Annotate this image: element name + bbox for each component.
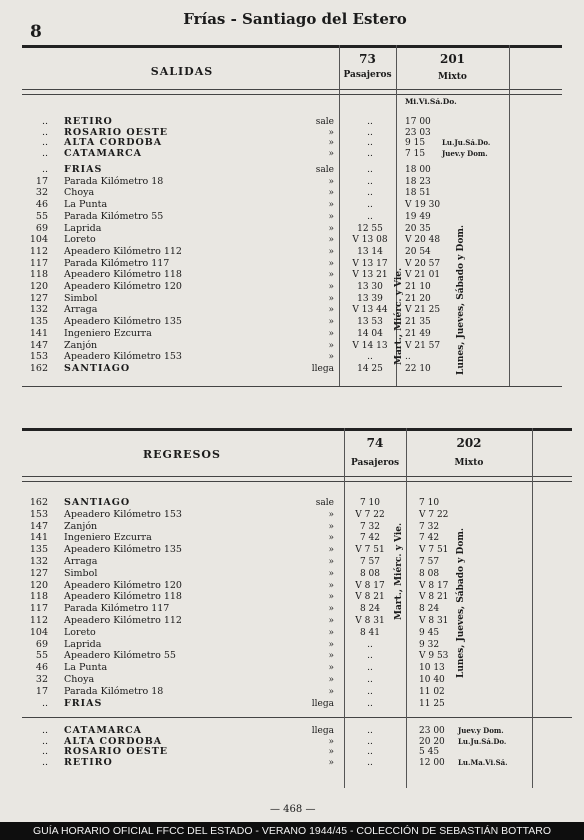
train-a-time: .. [367,663,373,674]
train-a-time: V 14 13 [352,340,388,351]
station-name: Apeadero Kilómetro 135 [64,544,182,556]
timetable-row [22,640,572,650]
train-b-time: V 20 57 [405,258,441,269]
page-number: 8 [30,22,42,42]
station-name: Zanjón [64,339,98,351]
train-a-time: 7 32 [359,521,381,532]
km-cell: 162 [29,497,48,508]
train-a-time: V 7 51 [355,545,385,556]
timetable-row [22,592,572,602]
train-b-time: 9 32 [419,639,440,650]
train-a-time: .. [367,117,373,127]
train-202-label: Mixto [454,458,484,468]
km-cell: .. [41,116,48,127]
station-name: SANTIAGO [64,497,131,508]
train-b-time: 7 42 [419,533,440,544]
station-name: Arraga [64,556,98,567]
arrival-departure-mark: » [328,293,334,304]
train-b-time: V 20 48 [405,235,441,246]
km-cell: .. [41,137,48,148]
train-b-time: 23 00 [419,726,445,736]
train-a-time: .. [367,211,373,222]
timetable-row [22,569,572,579]
timetable-row [22,188,562,198]
km-cell: 69 [35,638,48,650]
train-a-time: 13 30 [357,282,383,292]
arrival-departure-mark: » [328,521,334,532]
km-cell: 112 [29,245,48,257]
station-name: Parada Kilómetro 18 [64,685,164,697]
arrival-departure-mark: » [328,138,334,148]
train-b-time: 7 10 [419,498,440,508]
train-b-time: V 21 01 [405,270,441,281]
station-name: Simbol [64,567,98,579]
timetable-row [22,581,572,591]
train-a-time: 8 41 [359,627,381,638]
arrival-departure-mark: » [328,616,334,626]
timetable-row [22,364,562,374]
timetable-row [22,616,572,626]
station-name: Apeadero Kilómetro 112 [64,245,182,257]
train-b-time: 20 54 [405,246,431,257]
train-a-time: V 13 44 [352,305,388,316]
train-b-time: 7 57 [419,557,440,567]
station-name: Parada Kilómetro 55 [64,210,164,222]
timetable-row [22,545,572,555]
train-b-time: 21 35 [405,317,431,328]
timetable-row [22,247,562,257]
timetable-row [22,294,562,304]
km-cell: 153 [29,508,48,520]
arrival-departure-mark: llega [311,363,334,374]
train-b-time: 11 02 [419,686,445,697]
train-b-time: V 7 22 [419,509,449,520]
arrival-departure-mark: » [328,557,334,567]
km-cell: 117 [29,257,48,269]
service-days-note: Lu.Ju.Sá.Do. [458,736,507,746]
timetable-row [22,737,572,747]
km-cell: 120 [29,281,48,292]
timetable-row [22,758,572,768]
station-name: Zanjón [64,520,98,532]
train-b-time: 21 49 [405,328,431,339]
arrival-departure-mark: sale [315,165,334,175]
station-name: La Punta [64,662,108,674]
train-201-number: 201 [439,52,466,66]
km-cell: .. [41,697,48,709]
km-cell: 117 [29,603,48,615]
km-cell: .. [41,746,48,758]
timetable-row [22,329,562,339]
train-b-time: 20 20 [419,736,445,747]
timetable-row [22,149,562,159]
timetable-row [22,200,562,210]
train-a-time: .. [367,757,373,768]
service-days-note: Lu.Ma.Vi.Sá. [458,757,508,767]
arrival-departure-mark: » [328,340,334,351]
train-b-time: 7 15 [405,148,426,159]
km-cell: 46 [35,199,48,211]
train-b-time: V 19 30 [405,200,441,211]
timetable-row [22,651,572,661]
train-b-time: 8 08 [419,568,440,579]
km-cell: 162 [29,362,48,374]
arrival-departure-mark: » [328,639,334,650]
km-cell: 32 [35,187,48,199]
timetable-row [22,352,562,362]
km-cell: 118 [29,591,48,603]
timetable-row [22,522,572,532]
train-a-time: .. [367,698,373,709]
train-a-time: V 8 17 [355,580,385,591]
train-b-time: 21 10 [405,282,431,292]
timetable-row [22,282,562,292]
arrival-departure-mark: » [328,235,334,246]
arrival-departure-mark: » [328,127,334,138]
arrival-departure-mark: » [328,305,334,316]
timetable-row [22,177,562,187]
train-b-time: V 21 25 [405,305,441,316]
km-cell: 132 [29,304,48,316]
train-a-time: 14 25 [357,363,383,374]
train-b-time: 10 40 [419,675,445,685]
km-cell: .. [41,735,48,747]
train-b-time: V 7 51 [419,545,449,556]
km-cell: .. [41,147,48,159]
arrival-departure-mark: » [328,736,334,747]
station-name: CATAMARCA [64,147,143,159]
arrival-departure-mark: » [328,545,334,556]
timetable-row [22,604,572,614]
arrival-departure-mark: » [328,352,334,363]
arrival-departure-mark: » [328,747,334,758]
km-cell: 132 [29,556,48,567]
station-name: Parada Kilómetro 117 [64,603,170,615]
train-b-time: 5 45 [419,747,440,758]
km-cell: 127 [29,567,48,579]
km-cell: 118 [29,269,48,281]
station-name: Apeadero Kilómetro 153 [64,351,182,363]
station-name: Loreto [64,626,96,638]
arrival-departure-mark: » [328,592,334,603]
station-name: SANTIAGO [64,362,131,374]
arrival-departure-mark: » [328,246,334,257]
train-a-time: 13 39 [357,293,383,304]
arrival-departure-mark: » [328,282,334,292]
km-cell: 46 [35,662,48,674]
arrival-departure-mark: » [328,627,334,638]
train-a-time: .. [367,127,373,138]
train-b-time: 9 45 [419,627,440,638]
train-201-label: Mixto [438,72,467,82]
timetable-row [22,235,562,245]
arrival-departure-mark: » [328,580,334,591]
train-b-time: V 8 21 [419,592,449,603]
train-b-time: 21 20 [405,293,431,304]
km-cell: .. [41,164,48,175]
train-b-time: 11 25 [419,698,445,709]
station-name: ALTA CORDOBA [64,137,163,148]
arrival-departure-mark: » [328,604,334,615]
arrival-departure-mark: » [328,200,334,211]
km-cell: 135 [29,544,48,556]
arrival-departure-mark: » [328,176,334,187]
timetable-row [22,128,562,138]
arrival-departure-mark: » [328,148,334,159]
service-days-note: Lu.Ju.Sá.Do. [442,138,491,147]
km-cell: 141 [29,532,48,544]
train-a-time: 13 14 [357,246,383,257]
timetable-row [22,138,562,148]
train-b-time: V 8 17 [419,580,449,591]
train-a-time: .. [367,639,373,650]
station-name: Apeadero Kilómetro 118 [64,269,182,281]
arrival-departure-mark: » [328,223,334,234]
arrival-departure-mark: » [328,568,334,579]
train-a-time: 7 10 [359,498,381,508]
train-a-time: V 13 08 [352,235,388,246]
station-name: Apeadero Kilómetro 55 [64,650,176,662]
timetable-row [22,317,562,327]
train-a-time: V 8 31 [355,616,385,626]
train-b-time: 9 15 [405,138,426,148]
station-name: Parada Kilómetro 18 [64,175,164,187]
arrival-departure-mark: » [328,188,334,199]
km-cell: 69 [35,222,48,234]
station-name: FRIAS [64,164,103,175]
train-a-time: .. [367,747,373,758]
timetable-row [22,747,572,757]
km-cell: .. [41,725,48,736]
train-a-time: .. [367,726,373,736]
salidas-top-note: Mi.Vi.Sá.Do. [405,97,457,106]
train-b-time: 18 00 [405,165,431,175]
timetable-row [22,675,572,685]
km-cell: 127 [29,292,48,304]
salidas-days-73: Mart., Miérc. y Vie. [394,267,404,365]
train-b-time: 23 03 [405,127,431,138]
train-a-time: .. [367,138,373,148]
station-name: Ingeniero Ezcurra [64,532,152,544]
arrival-departure-mark: » [328,757,334,768]
km-cell: 32 [35,674,48,685]
arrival-departure-mark: » [328,686,334,697]
km-cell: 17 [35,685,48,697]
train-73-number: 73 [359,52,376,66]
km-cell: 104 [29,626,48,638]
station-name: FRIAS [64,697,103,709]
arrival-departure-mark: sale [315,117,334,127]
km-cell: 141 [29,327,48,339]
station-name: Choya [64,187,95,199]
station-name: Apeadero Kilómetro 118 [64,591,182,603]
km-cell: 55 [35,650,48,662]
salidas-table [22,45,572,390]
arrival-departure-mark: » [328,663,334,674]
station-name: ROSARIO OESTE [64,126,169,138]
km-cell: 55 [35,210,48,222]
train-74-label: Pasajeros [350,458,400,468]
km-cell: 147 [29,520,48,532]
station-name: Choya [64,674,95,685]
timetable-row [22,270,562,280]
train-a-time: 14 04 [357,328,383,339]
km-cell: 104 [29,234,48,246]
station-name: Parada Kilómetro 117 [64,257,170,269]
train-a-time: .. [367,188,373,199]
timetable-row [22,510,572,520]
arrival-departure-mark: » [328,317,334,328]
regresos-heading: REGRESOS [143,448,221,461]
station-name: Apeadero Kilómetro 112 [64,615,182,626]
km-cell: 112 [29,615,48,626]
station-name: Apeadero Kilómetro 153 [64,508,182,520]
timetable-row [22,224,562,234]
km-cell: .. [41,756,48,768]
train-a-time: .. [367,736,373,747]
train-a-time: 7 57 [359,557,381,567]
train-a-time: V 7 22 [355,509,385,520]
train-a-time: 8 08 [359,568,381,579]
station-name: ROSARIO OESTE [64,746,169,758]
station-name: Apeadero Kilómetro 120 [64,579,182,591]
page-title: Frías - Santiago del Estero [183,10,407,28]
train-a-time: .. [367,352,373,363]
train-a-time: 7 42 [359,533,381,544]
page-folio: — 468 — [270,804,316,815]
train-a-time: .. [367,651,373,662]
arrival-departure-mark: » [328,258,334,269]
timetable-row [22,663,572,673]
station-name: RETIRO [64,756,113,768]
arrival-departure-mark: sale [315,498,334,508]
train-b-time: 20 35 [405,223,431,234]
timetable-row [22,687,572,697]
train-b-time: V 21 57 [405,340,441,351]
station-name: ALTA CORDOBA [64,735,163,747]
train-b-time: 19 49 [405,211,431,222]
station-name: Apeadero Kilómetro 120 [64,281,182,292]
station-name: RETIRO [64,116,113,127]
station-name: Arraga [64,304,98,316]
train-b-time: 18 23 [405,176,431,187]
train-a-time: .. [367,148,373,159]
train-a-time: V 8 21 [355,592,385,603]
arrival-departure-mark: » [328,509,334,520]
service-days-note: Juev.y Dom. [458,726,504,735]
train-b-time: 10 13 [419,663,445,674]
train-b-time: V 8 31 [419,616,449,626]
regresos-days-202: Lunes, Jueves, Sábado y Dom. [456,527,466,678]
train-a-time: 8 24 [359,604,381,615]
km-cell: 153 [29,351,48,363]
station-name: Laprida [64,638,102,650]
train-a-time: 12 55 [357,223,383,234]
train-b-time: 17 00 [405,117,431,127]
km-cell: 17 [35,175,48,187]
timetable-row [22,212,562,222]
train-a-time: V 13 17 [352,258,388,269]
station-name: Laprida [64,222,102,234]
train-73-label: Pasajeros [343,70,392,80]
train-a-time: .. [367,165,373,175]
timetable-row [22,259,562,269]
train-a-time: .. [367,675,373,685]
timetable-row [22,628,572,638]
train-b-time: 18 51 [405,188,431,199]
timetable-row [22,341,562,351]
timetable-row [22,533,572,543]
salidas-heading: SALIDAS [150,65,214,78]
train-202-number: 202 [456,436,482,450]
service-days-note: Juev.y Dom. [442,148,488,158]
train-b-time: .. [405,352,411,363]
salidas-days-201: Lunes, Jueves, Sábado y Dom. [456,224,466,375]
arrival-departure-mark: » [328,675,334,685]
arrival-departure-mark: » [328,328,334,339]
train-a-time: .. [367,176,373,187]
timetable-row [22,699,572,709]
km-cell: .. [41,126,48,138]
station-name: Simbol [64,292,98,304]
regresos-table [22,428,572,788]
train-a-time: .. [367,686,373,697]
station-name: CATAMARCA [64,725,143,736]
arrival-departure-mark: » [328,270,334,281]
station-name: Loreto [64,234,96,246]
train-74-number: 74 [366,436,384,450]
train-a-time: 13 53 [357,317,383,328]
km-cell: 147 [29,339,48,351]
train-b-time: 7 32 [419,521,440,532]
station-name: Ingeniero Ezcurra [64,327,152,339]
timetable-row [22,305,562,315]
arrival-departure-mark: » [328,211,334,222]
station-name: La Punta [64,199,108,211]
km-cell: 120 [29,579,48,591]
timetable-row [22,557,572,567]
train-b-time: V 9 53 [419,651,449,662]
timetable-row [22,165,562,175]
arrival-departure-mark: » [328,651,334,662]
regresos-days-74: Mart., Miérc. y Vie. [394,522,404,620]
train-b-time: 22 10 [405,363,431,374]
train-a-time: V 13 21 [352,270,388,281]
arrival-departure-mark: llega [311,698,334,709]
train-a-time: .. [367,200,373,211]
collection-footer: GUÍA HORARIO OFICIAL FFCC DEL ESTADO - VERANO 1944/45 - COLECCIÓN DE SEBASTIÁN BOTTARO [0,822,584,840]
timetable-row [22,726,572,736]
km-cell: 135 [29,316,48,328]
arrival-departure-mark: » [328,533,334,544]
timetable-row [22,498,572,508]
station-name: Apeadero Kilómetro 135 [64,316,182,328]
train-b-time: 8 24 [419,604,440,615]
train-b-time: 12 00 [419,757,445,768]
timetable-row [22,117,562,127]
arrival-departure-mark: llega [311,726,334,736]
